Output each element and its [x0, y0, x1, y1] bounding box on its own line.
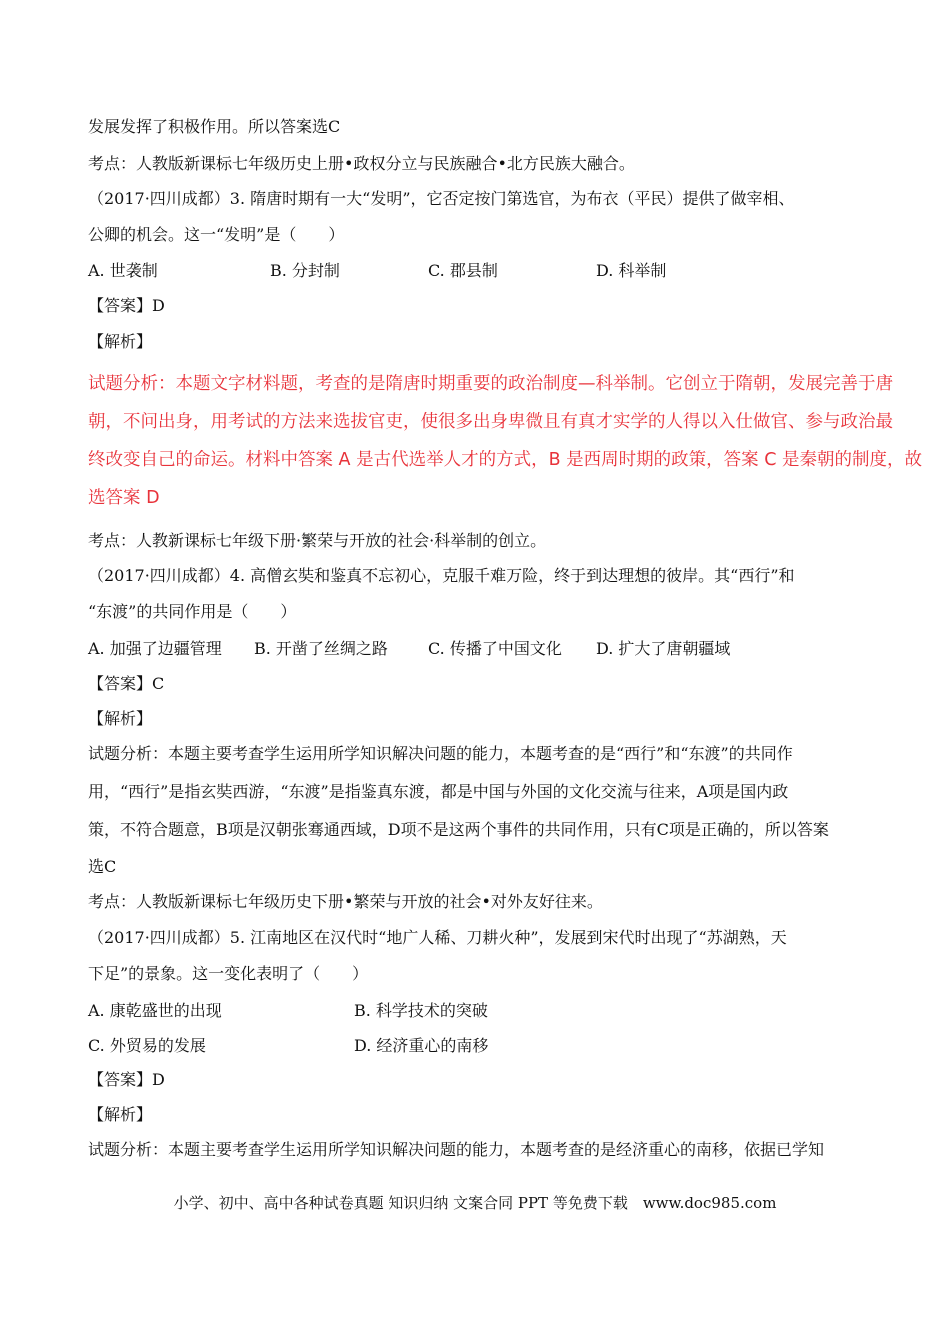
- question-5-options-row-2: [88, 1035, 868, 1057]
- analysis-label: 【解析】: [88, 332, 153, 351]
- answer-label: 【答案】C: [88, 674, 165, 693]
- text-line: 发展发挥了积极作用。所以答案选C: [88, 117, 341, 136]
- analysis-text: 策，不符合题意，B项是汉朝张骞通西域，D项不是这两个事件的共同作用，只有C项是正确的，所以答案: [88, 820, 829, 839]
- option-b: B. 开凿了丝绸之路: [254, 639, 388, 658]
- question-4-stem-cont: “东渡”的共同作用是（ ）: [88, 602, 297, 621]
- option-d: D. 扩大了唐朝疆域: [596, 639, 731, 658]
- option-c: C. 传播了中国文化: [428, 639, 562, 658]
- analysis-text: 用，“西行”是指玄奘西游，“东渡”是指鉴真东渡，都是中国与外国的文化交流与往来，A项是国内政: [88, 782, 789, 801]
- option-b: B. 科学技术的突破: [354, 1001, 488, 1020]
- answer-label: 【答案】D: [88, 1070, 165, 1089]
- page-footer: 小学、初中、高中各种试卷真题 知识归纳 文案合同 PPT 等免费下载 www.doc985.com: [173, 1194, 777, 1212]
- answer-label: 【答案】D: [88, 296, 165, 315]
- question-4-stem: （2017·四川成都）4. 高僧玄奘和鉴真不忘初心，克服千难万险，终于到达理想的彼岸。其“西行”和: [88, 566, 795, 585]
- option-d: D. 科举制: [596, 261, 667, 280]
- option-a: A. 世袭制: [88, 261, 158, 280]
- option-c: C. 外贸易的发展: [88, 1036, 206, 1055]
- analysis-label: 【解析】: [88, 1105, 153, 1124]
- analysis-red-line: 终改变自己的命运。材料中答案 A 是古代选举人才的方式，B 是西周时期的政策，答案 C 是秦朝的制度，故: [88, 450, 923, 470]
- option-c: C. 郡县制: [428, 261, 498, 280]
- analysis-label: 【解析】: [88, 709, 153, 728]
- question-3-stem: （2017·四川成都）3. 隋唐时期有一大“发明”，它否定按门第选官，为布衣（平民）提供了做宰相、: [88, 189, 795, 208]
- analysis-red-line: 试题分析：本题文字材料题，考查的是隋唐时期重要的政治制度—科举制。它创立于隋朝，发展完善于唐: [88, 374, 893, 394]
- option-a: A. 加强了边疆管理: [88, 639, 222, 658]
- analysis-red-line: 朝，不问出身，用考试的方法来选拔官吏，使很多出身卑微且有真才实学的人得以入仕做官、参与政治最: [88, 412, 893, 432]
- option-d: D. 经济重心的南移: [354, 1036, 489, 1055]
- analysis-red-line: 选答案 D: [88, 488, 160, 508]
- question-5-options-row-1: [88, 1000, 868, 1022]
- option-b: B. 分封制: [270, 261, 340, 280]
- question-4-options: [88, 638, 868, 660]
- analysis-text: 选C: [88, 857, 117, 876]
- knowledge-point: 考点：人教新课标七年级下册·繁荣与开放的社会·科举制的创立。: [88, 531, 547, 550]
- analysis-text: 试题分析：本题主要考查学生运用所学知识解决问题的能力，本题考查的是“西行”和“东渡”的共同作: [88, 744, 793, 763]
- question-5-stem-cont: 下足”的景象。这一变化表明了（ ）: [88, 964, 369, 983]
- question-5-stem: （2017·四川成都）5. 江南地区在汉代时“地广人稀、刀耕火种”，发展到宋代时出现了“苏湖熟，天: [88, 928, 787, 947]
- analysis-text: 试题分析：本题主要考查学生运用所学知识解决问题的能力，本题考查的是经济重心的南移，依据已学知: [88, 1140, 825, 1159]
- question-3-stem-cont: 公卿的机会。这一“发明”是（ ）: [88, 225, 345, 244]
- option-a: A. 康乾盛世的出现: [88, 1001, 222, 1020]
- knowledge-point: 考点：人教版新课标七年级历史下册•繁荣与开放的社会•对外友好往来。: [88, 892, 603, 911]
- knowledge-point: 考点：人教版新课标七年级历史上册•政权分立与民族融合•北方民族大融合。: [88, 154, 635, 173]
- question-3-options: [88, 260, 868, 282]
